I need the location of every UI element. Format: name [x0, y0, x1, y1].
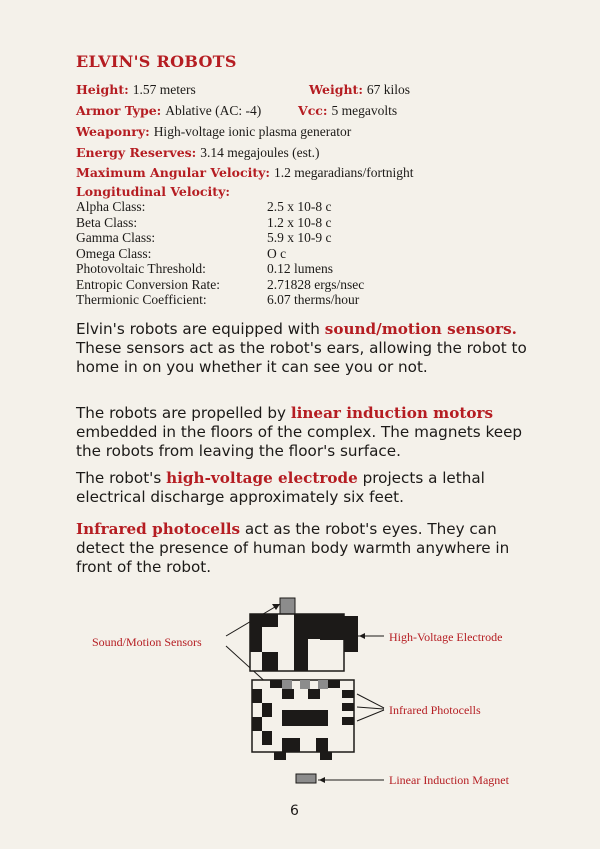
paragraph-electrode [76, 469, 536, 507]
paragraph-text: The robot's [76, 469, 167, 487]
callout-sound-motion-sensors: Sound/Motion Sensors [92, 635, 202, 649]
velocity-row [76, 277, 364, 293]
paragraph-text: projects a lethal electrical discharge approximately six feet. [76, 469, 485, 506]
spec-vcc-value: 5 megavolts [331, 103, 398, 118]
spec-angular-label: Maximum Angular Velocity: [76, 165, 271, 180]
photocell-2 [342, 703, 354, 711]
velocity-key: Alpha Class: [76, 199, 146, 214]
spec-armor-value: Ablative (AC: -4) [165, 103, 262, 118]
highlight-high-voltage-electrode: high-voltage electrode [166, 469, 358, 487]
velocity-row [76, 199, 364, 215]
velocity-value: 2.71828 ergs/nsec [267, 276, 365, 292]
spec-height-label: Height: [76, 82, 129, 97]
highlight-linear-induction-motors: linear induction motors [290, 404, 494, 422]
velocity-row [76, 230, 364, 246]
velocity-key: Photovoltaic Threshold: [76, 261, 206, 276]
callout-high-voltage-electrode: High-Voltage Electrode [389, 630, 503, 644]
velocity-value: 0.12 lumens [267, 261, 333, 276]
paragraph-photocells [76, 520, 536, 577]
spec-energy [76, 145, 320, 161]
spec-weaponry [76, 124, 351, 140]
velocity-value: 2.5 x 10-8 c [267, 199, 332, 214]
velocity-key: Omega Class: [76, 245, 152, 261]
photocell-3 [342, 717, 354, 725]
paragraph-motors [76, 404, 536, 461]
spec-vcc-label: Vcc: [298, 103, 328, 118]
electrode-tip [344, 616, 358, 652]
velocity-key: Beta Class: [76, 214, 138, 230]
spec-armor [76, 103, 261, 119]
spec-weight-value: 67 kilos [366, 82, 411, 97]
velocity-row [76, 261, 364, 277]
electrode-arm [320, 627, 344, 640]
callout-linear-induction-magnet: Linear Induction Magnet [389, 773, 509, 787]
spec-weaponry-label: Weaponry: [76, 124, 150, 139]
photocell-1 [342, 690, 354, 698]
velocity-value: O c [267, 245, 287, 261]
velocity-row [76, 215, 364, 231]
spec-longitudinal-label: Longitudinal Velocity: [76, 184, 230, 199]
spec-angular-value: 1.2 megaradians/fortnight [274, 165, 414, 180]
spec-weight [309, 82, 410, 98]
spec-weaponry-value: High-voltage ionic plasma generator [153, 124, 352, 139]
induction-magnet [296, 774, 316, 783]
velocity-key: Gamma Class: [76, 230, 156, 245]
spec-energy-label: Energy Reserves: [76, 145, 197, 160]
page-number: 6 [290, 803, 299, 819]
paragraph-text: The robots are propelled by [76, 404, 291, 422]
velocity-key: Thermionic Coefficient: [76, 292, 207, 307]
sensor-antenna [280, 598, 295, 614]
spec-vcc [298, 103, 397, 119]
spec-longitudinal [76, 184, 230, 200]
callout-infrared-photocells: Infrared Photocells [389, 703, 481, 717]
spec-energy-value: 3.14 megajoules (est.) [200, 145, 320, 160]
velocity-value: 6.07 therms/hour [267, 292, 360, 307]
velocity-key: Entropic Conversion Rate: [76, 276, 220, 292]
spec-angular [76, 165, 413, 181]
highlight-sound-motion-sensors: sound/motion sensors. [324, 320, 517, 338]
highlight-infrared-photocells: Infrared photocells [76, 520, 241, 538]
spec-height-value: 1.57 meters [132, 82, 196, 97]
velocity-value: 1.2 x 10-8 c [267, 214, 332, 230]
page-title: ELVIN'S ROBOTS [76, 52, 237, 71]
spec-armor-label: Armor Type: [76, 103, 162, 118]
paragraph-sensors [76, 320, 536, 377]
velocity-row [76, 246, 364, 262]
velocity-value: 5.9 x 10-9 c [267, 230, 332, 245]
spec-weight-label: Weight: [309, 82, 363, 97]
paragraph-text: These sensors act as the robot's ears, allowing the robot to home in on you whether it can see you or not. [76, 339, 527, 376]
velocity-table [76, 199, 364, 308]
paragraph-text: embedded in the floors of the complex. The magnets keep the robots from leaving the floor's surface. [76, 423, 523, 460]
velocity-row [76, 292, 364, 308]
paragraph-text: act as the robot's eyes. They can detect the presence of human body warmth anywhere in front of the robot. [76, 520, 510, 576]
paragraph-text: Elvin's robots are equipped with [76, 320, 325, 338]
spec-height [76, 82, 196, 98]
robot-diagram [0, 590, 600, 800]
